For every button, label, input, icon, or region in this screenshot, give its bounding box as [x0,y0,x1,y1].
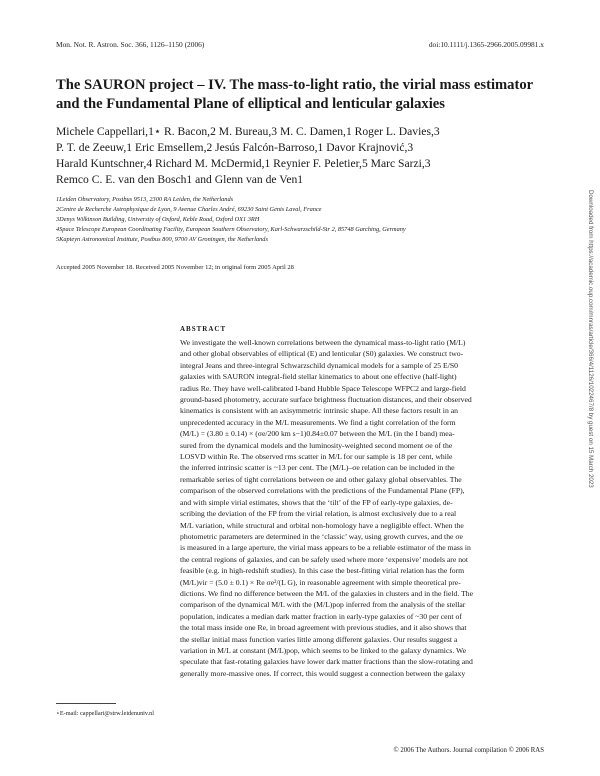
abstract-line: M/L variation, while structural and orbital non-homology have a negligible effect. When the [180,520,464,530]
abstract-line: kinematics is consistent with an axisymmetric intrinsic shape. All these factors result in an [180,406,458,416]
affiliation: 5Kapteyn Astronomical Institute, Postbus 800, 9700 AV Groningen, the Netherlands [56,235,268,243]
abstract-line: the stellar initial mass function varies little among different galaxies. Our results suggest a [180,634,458,644]
affiliation: 3Denys Wilkinson Building, University of Oxford, Keble Road, Oxford OX1 3RH [56,215,260,223]
abstract-line: the inferred intrinsic scatter is ~13 per cent. The (M/L)–σe relation can be included in the [180,463,455,473]
download-note[interactable]: Downloaded from https://academic.oup.com/mnras/article/366/4/1126/1022467/8 by guest on 15 March 2023 [587,190,594,488]
author-line: Harald Kuntschner,4 Richard M. McDermid,1 Reynier F. Peletier,5 Marc Sarzi,3 [56,157,431,170]
affiliation: 1Leiden Observatory, Postbus 9513, 2300 RA Leiden, the Netherlands [56,196,234,203]
affiliations [56,195,536,245]
download-sidebar [586,190,596,750]
footnote-rule [56,703,116,704]
abstract-line: LOSVD within Re. The observed rms scatter in M/L for our sample is 18 per cent, while [180,452,453,462]
abstract-line: galaxies with SAURON integral-field stellar kinematics to about one effective (half-light) [180,372,457,382]
abstract-line: comparison of the observed correlations with the predictions of the Fundamental Plane (FP), [180,486,465,496]
affiliation: 4Space Telescope European Coordinating Facility, European Southern Observatory, Karl-Schwarzschild-Str 2, 85748 Garching, Germany [56,225,406,233]
abstract-line: remarkable series of tight correlations between σe and other galaxy global observables. The [180,474,462,484]
author-email-footnote[interactable]: ⋆E-mail: cappellari@strw.leidenuniv.nl [56,710,154,717]
author-line: Remco C. E. van den Bosch1 and Glenn van de Ven1 [56,173,304,186]
abstract-line: comparison of the dynamical M/L with the (M/L)pop inferred from the analysis of the stellar [180,600,466,610]
abstract-line: We investigate the well-known correlations between the dynamical mass-to-light ratio (M/L) [180,338,466,347]
abstract-line: is measured in a large aperture, the virial mass appears to be a reliable estimator of the mass in [180,543,471,553]
abstract-line: radius Re. They have well-calibrated I-band Hubble Space Telescope WFPC2 and large-field [180,383,466,393]
abstract-line: (M/L)vir = (5.0 ± 0.1) × Re σe²/(L G), in reasonable agreement with simple theoretical pre- [180,577,461,587]
abstract-body [180,337,544,679]
journal-citation: Mon. Not. R. Astron. Soc. 366, 1126–1150 (2006) [56,40,205,49]
author-list [56,124,536,188]
abstract-line: integral Jeans and three-integral Schwarzschild dynamical models for a sample of 25 E/S0 [180,360,458,370]
abstract-line: the central regions of galaxies, and can be safely used where more ‘expensive’ models are not [180,554,469,564]
abstract-line: photometric parameters are determined in the ‘classic’ way, using growth curves, and the σe [180,531,463,541]
copyright: © 2006 The Authors. Journal compilation © 2006 RAS [393,747,544,754]
abstract-line: sured from the dynamical models and the luminosity-weighted second moment σe of the [180,440,453,450]
paper-title: The SAURON project – IV. The mass-to-light ratio, the virial mass estimator and the Fundamental Plane of elliptical and lenticular galaxies [56,77,533,112]
abstract-line: variation in M/L at constant (M/L)pop, which seems to be linked to the galaxy dynamics. We [180,645,467,655]
abstract-line: feasible (e.g. in high-redshift studies). In this case the best-fitting virial relation has the form [180,566,465,576]
abstract-line: and other global observables of elliptical (E) and lenticular (S0) galaxies. We construct two- [180,349,464,359]
author-line: Michele Cappellari,1⋆ R. Bacon,2 M. Bureau,3 M. C. Damen,1 Roger L. Davies,3 [56,125,440,138]
abstract-line: generally more-massive ones. If correct, this would suggest a connection between the galaxy [180,668,466,678]
accepted-dates: Accepted 2005 November 18. Received 2005 November 12; in original form 2005 April 28 [56,264,294,271]
abstract-line: the total mass inside one Re, in broad agreement with previous studies, and it also shows that [180,623,467,633]
author-line: P. T. de Zeeuw,1 Eric Emsellem,2 Jesús Falcón-Barroso,1 Davor Krajnović,3 [56,141,414,154]
abstract-line: dictions. We find no difference between the M/L of the galaxies in clusters and in the field. The [180,588,474,598]
abstract-line: population, indicates a median dark matter fraction in early-type galaxies of ~30 per cent of [180,611,462,621]
abstract-line: speculate that fast-rotating galaxies have lower dark matter fractions than the slow-rotating and [180,657,473,667]
abstract-heading: ABSTRACT [180,325,227,333]
affiliation: 2Centre de Recherche Astrophysique de Lyon, 9 Avenue Charles André, 69230 Saint Genis Laval, France [56,205,322,213]
abstract-line: ground-based photometry, accurate surface brightness fluctuation distances, and their observed [180,395,472,405]
doi[interactable]: doi:10.1111/j.1365-2966.2005.09981.x [428,40,544,49]
abstract-line: (M/L) = (3.80 ± 0.14) × (σe/200 km s−1)0.84±0.07 between the M/L (in the I band) mea- [180,429,455,439]
abstract-line: scribing the deviation of the FP from the virial relation, is almost exclusively due to a real [180,509,457,519]
abstract-line: and with simple virial estimates, shows that the ‘tilt’ of the FP of early-type galaxies, de- [180,497,453,507]
abstract-line: unprecedented accuracy in the M/L measurements. We find a tight correlation of the form [180,417,456,427]
